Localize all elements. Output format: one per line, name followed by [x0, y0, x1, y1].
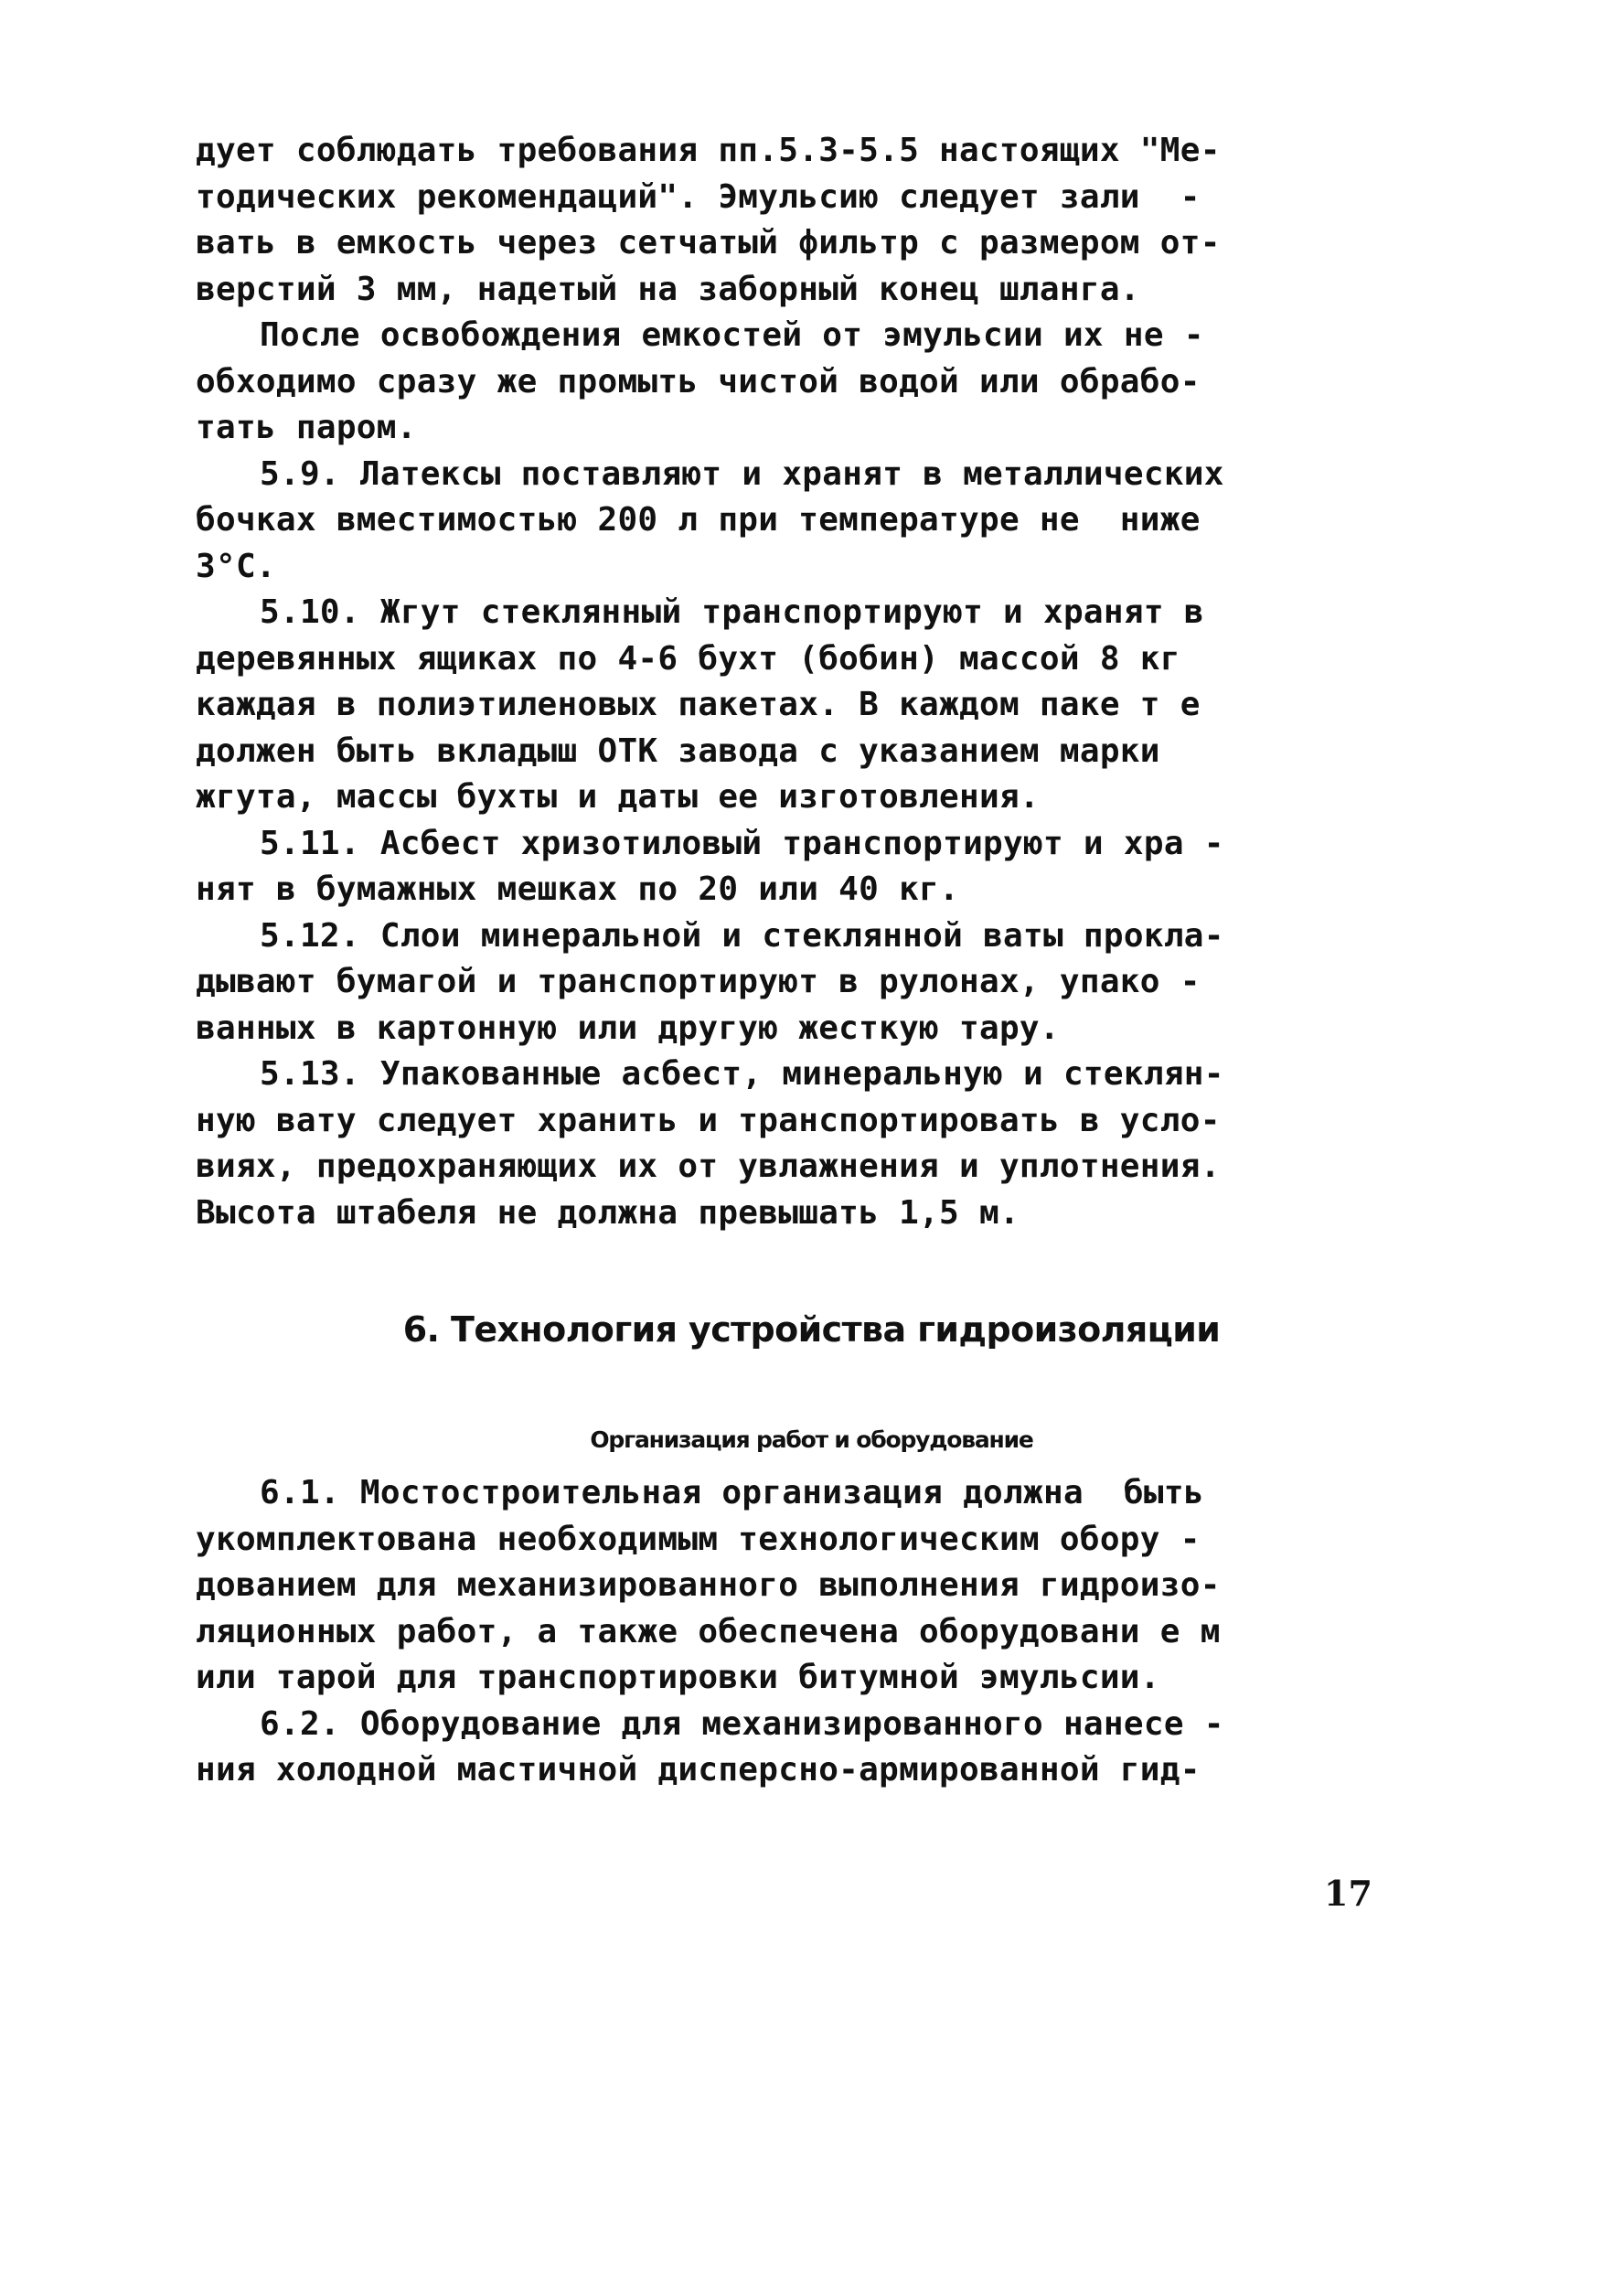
- section-heading: 6. Технология устройства гидроизоляции: [402, 1309, 1221, 1350]
- paragraph-line: 3°С.: [196, 547, 276, 585]
- paragraph-line: жгута, массы бухты и даты ее изготовления.: [196, 778, 1040, 816]
- paragraph-line: ния холодной мастичной дисперсно-армированной гид-: [196, 1751, 1201, 1789]
- paragraph-line: обходимо сразу же промыть чистой водой или обрабо-: [196, 362, 1201, 400]
- paragraph-line: ную вату следует хранить и транспортировать в усло-: [196, 1101, 1221, 1139]
- paragraph-line: верстий 3 мм, надетый на заборный конец шланга.: [196, 270, 1140, 308]
- paragraph-line: ляционных работ, а также обеспечена оборудовани е м: [196, 1612, 1221, 1650]
- paragraph-line: тодических рекомендаций". Эмульсию следует зали -: [196, 177, 1201, 216]
- paragraph-line: деревянных ящиках по 4-6 бухт (бобин) массой 8 кг: [196, 639, 1180, 678]
- paragraph-line: вать в емкость через сетчатый фильтр с размером от-: [196, 224, 1221, 262]
- paragraph-line: 5.10. Жгут стеклянный транспортируют и хранят в: [260, 593, 1204, 631]
- paragraph-line: дует соблюдать требования пп.5.3-5.5 настоящих "Ме-: [196, 132, 1221, 169]
- paragraph-line: 6.1. Мостостроительная организация должна быть: [260, 1474, 1204, 1511]
- paragraph-line: После освобождения емкостей от эмульсии их не -: [260, 316, 1204, 354]
- paragraph-line: должен быть вкладыш ОТК завода с указанием марки: [196, 732, 1160, 770]
- paragraph-line: бочках вместимостью 200 л при температуре не ниже: [196, 501, 1201, 539]
- paragraph-line: 6.2. Оборудование для механизированного нанесе -: [260, 1704, 1224, 1743]
- paragraph-line: дованием для механизированного выполнения гидроизо-: [196, 1566, 1221, 1604]
- paragraph-line: виях, предохраняющих их от увлажнения и уплотнения.: [196, 1148, 1221, 1185]
- paragraph-line: 5.11. Асбест хризотиловый транспортируют и хра -: [260, 824, 1224, 862]
- top-text-block: [196, 128, 1375, 1236]
- page-number: 17: [1324, 1873, 1372, 1914]
- paragraph-line: 5.12. Слои минеральной и стеклянной ваты прокла-: [260, 916, 1224, 955]
- paragraph-line: ванных в картонную или другую жесткую тару.: [196, 1009, 1060, 1047]
- paragraph-line: укомплектована необходимым технологическим обору -: [196, 1520, 1201, 1558]
- bottom-text-block: [196, 1470, 1375, 1794]
- paragraph-line: нят в бумажных мешках по 20 или 40 кг.: [196, 870, 960, 908]
- paragraph-line: 5.9. Латексы поставляют и хранят в металлических: [260, 454, 1224, 493]
- paragraph-line: тать паром.: [196, 409, 417, 446]
- paragraph-line: Высота штабеля не должна превышать 1,5 м.: [196, 1193, 1020, 1232]
- paragraph-line: 5.13. Упакованные асбест, минеральную и стеклян-: [260, 1055, 1224, 1093]
- paragraph-line: каждая в полиэтиленовых пакетах. В каждом паке т е: [196, 686, 1201, 723]
- paragraph-line: или тарой для транспортировки битумной эмульсии.: [196, 1659, 1160, 1696]
- paragraph-line: дывают бумагой и транспортируют в рулонах, упако -: [196, 963, 1201, 1000]
- subsection-heading: Организация работ и оборудование: [590, 1426, 1033, 1453]
